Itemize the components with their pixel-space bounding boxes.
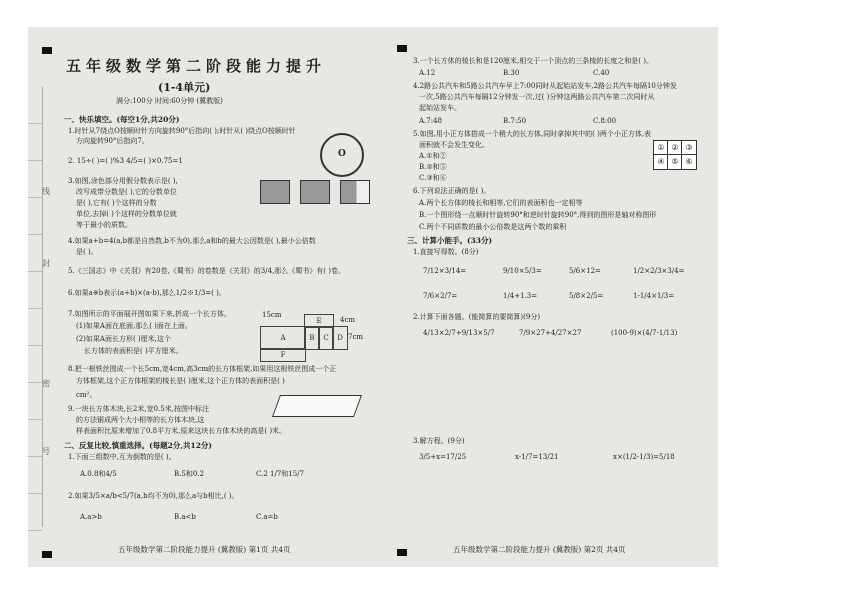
question-text: 是( ),它有( )个这样的分数 (76, 199, 157, 207)
choice-option: C.③和⑥ (419, 174, 447, 182)
cube-cell: ⑤ (667, 154, 683, 170)
equation: x-1/7=13/21 (515, 453, 559, 461)
registration-mark (397, 549, 407, 556)
page-footer: 五年级数学第二阶段能力提升 (冀教版) 第2页 共4页 (453, 545, 626, 554)
page-footer: 五年级数学第二阶段能力提升 (冀教版) 第1页 共4页 (118, 545, 291, 554)
choice-option: B.a<b (174, 513, 196, 521)
question-text: 4.如果a+b=4(a,b都是自然数,b不为0),那么a和b的最大公因数是( ),最小公倍数 (68, 237, 316, 245)
net-face-d: D (332, 326, 348, 350)
question-text: 4.2路公共汽车和5路公共汽车早上7:00同时从起始站发车,2路公共汽车每隔10分钟发 (413, 82, 677, 90)
registration-mark (42, 47, 52, 54)
question-text: (2)如果A面长方形( )厘米,这个 (76, 335, 171, 343)
question-text: 方体框架,这个正方体框架的棱长是( )厘米,这个正方体的表面积是( ) (76, 377, 285, 385)
question-text: 3.如图,涂色部分用假分数表示是( ), (68, 177, 178, 185)
cube-cell: ① (653, 140, 669, 156)
question-text: 1.直接写得数。(8分) (413, 248, 479, 256)
margin-label: 线 (42, 187, 50, 196)
choice-option: A.7:48 (419, 117, 442, 125)
page-1 (28, 27, 386, 567)
dimension-label: 15cm (262, 311, 282, 319)
question-text: 面积就不会发生变化。 (419, 141, 489, 149)
question-text: 1.下面三组数中,互为倒数的是( )。 (68, 453, 176, 461)
question-text: 方向旋转90°后指向7。 (76, 137, 149, 145)
expression: 5/8×2/5= (569, 292, 604, 300)
exam-subtitle: (1-4单元) (158, 81, 211, 94)
question-text: 起始站发车。 (419, 104, 461, 112)
expression: 1-1/4×1/3= (633, 292, 675, 300)
page-2 (393, 27, 718, 567)
expression: 1/2×2/3×3/4= (633, 267, 685, 275)
question-text: 5.如图,用小正方体搭成一个稍大的长方体,同时拿掉其中的( )两个小正方体,表 (413, 130, 652, 138)
exam-meta: 满分:100分 时间:60分钟 (冀教版) (116, 97, 223, 105)
expression: 1/4+1.3= (503, 292, 538, 300)
dimension-label: 4cm (340, 316, 356, 324)
question-text: 5.《三国志》中《关羽》有20卷,《蜀书》的卷数是《关羽》的3/4,那么《蜀书》有( )卷。 (68, 267, 345, 275)
choice-option: A.两个长方体的棱长和相等,它们的表面积也一定相等 (419, 199, 583, 207)
expression: 7/6×2/7= (423, 292, 458, 300)
exam-title: 五年级数学第二阶段能力提升 (66, 57, 327, 75)
question-text: 3.解方程。(9分) (413, 437, 465, 445)
cube-cell: ⑥ (681, 154, 697, 170)
net-face-a: A (260, 326, 306, 350)
cube-cell: ④ (653, 154, 669, 170)
choice-option: C.a=b (256, 513, 278, 521)
section-heading: 二、反复比较,慎重选择。(每题2分,共12分) (64, 441, 212, 450)
choice-option: A.0.8和4/5 (80, 470, 117, 478)
question-text: 3.一个长方体的棱长和是120厘米,相交于一个顶点的三条棱的长度之和是( )。 (413, 57, 653, 65)
question-text: 长方体的表面积是( )平方厘米。 (84, 347, 183, 355)
question-text: 1.时针从7绕点O按顺时针方向旋转90°后指向( );时针从( )绕点O按顺时针 (68, 127, 296, 135)
choice-option: A.12 (419, 69, 436, 77)
cube-cell: ② (667, 140, 683, 156)
cube-cell: ③ (681, 140, 697, 156)
question-text: 样表面积比原来增加了0.8平方米,原来这块长方体木块的高是( )米。 (76, 427, 287, 435)
question-text: 2.计算下面各题。(能简算的要简算)(9分) (413, 313, 541, 321)
net-face-b: B (304, 326, 320, 350)
section-heading: 一、快乐填空。(每空1分,共20分) (64, 115, 180, 124)
choice-option: B.5和0.2 (174, 470, 204, 478)
question-text: 单位,去掉( )个这样的分数单位就 (76, 210, 177, 218)
question-text: 9.一块长方体木块,长2米,宽0.5米,按图中标注 (68, 405, 209, 413)
question-text: 是( )。 (76, 248, 98, 256)
question-text: 6.下列说法正确的是( )。 (413, 187, 491, 195)
question-text: 改写成带分数是( ),它的分数单位 (76, 188, 177, 196)
choice-option: B.30 (503, 69, 520, 77)
wood-block-figure (272, 395, 362, 417)
registration-mark (397, 45, 407, 52)
net-face-e: E (304, 314, 334, 328)
question-text: 2.如果3/5×a/b<5/7(a,b均不为0),那么a与b相比,( )。 (68, 492, 239, 500)
dimension-label: 7cm (348, 333, 364, 341)
question-text: cm²。 (76, 391, 97, 399)
shaded-square-figure (340, 180, 370, 204)
clock-center-label: O (338, 149, 346, 159)
question-text: 8.把一根铁丝围成一个长5cm,宽4cm,高3cm的长方体框架,如果用这根铁丝围成一个正 (68, 365, 337, 373)
margin-label: 号 (42, 447, 50, 456)
question-text: 一次,5路公共汽车每隔12分钟发一次,过( )分钟这两路公共汽车第二次同时从 (419, 93, 655, 101)
exam-sheet (28, 27, 718, 567)
net-face-c: C (318, 326, 334, 350)
choice-option: A.①和② (419, 152, 447, 160)
choice-option: B.一个图形绕一点顺时针旋转90°和逆时针旋转90°,得到的图形是轴对称图形 (419, 211, 657, 219)
choice-option: C.2 1/7和15/7 (256, 470, 304, 478)
question-text: 2. 15÷( )=( )%3 4/5=( )×0.75=1 (68, 157, 183, 165)
choice-option: B.②和⑤ (419, 163, 447, 171)
choice-option: C.40 (593, 69, 610, 77)
expression: (100-9)×(4/7-1/13) (611, 329, 678, 337)
expression: 7/12×3/14= (423, 267, 467, 275)
expression: 4/13×2/7+9/13×5/7 (423, 329, 495, 337)
choice-option: C.8:00 (593, 117, 617, 125)
shaded-square-figure (260, 180, 290, 204)
choice-option: B.7:50 (503, 117, 527, 125)
net-face-f: F (260, 348, 306, 362)
expression: 5/6×12= (569, 267, 601, 275)
choice-option: C.两个不同质数的最小公倍数是这两个数的乘积 (419, 223, 567, 231)
clock-figure (320, 133, 364, 177)
section-heading: 三、计算小能手。(33分) (407, 236, 493, 245)
question-text: (1)如果A面在底面,那么( )面在上面。 (76, 322, 192, 330)
question-text: 6.如果a※b表示(a+b)×(a-b),那么1/2※1/3=( )。 (68, 289, 226, 297)
margin-label: 封 (42, 259, 50, 268)
question-text: 等于最小的质数。 (76, 221, 132, 229)
choice-option: A.a>b (80, 513, 102, 521)
equation: x×(1/2-1/3)=5/18 (613, 453, 675, 461)
expression: 7/9×27+4/27×27 (519, 329, 582, 337)
margin-label: 密 (42, 379, 50, 388)
question-text: 的方法锯成两个大小相等的长方体木块,这 (76, 416, 205, 424)
question-text: 7.如图所示的平面展开图如果下来,折成一个长方体。 (68, 310, 231, 318)
registration-mark (42, 551, 52, 558)
expression: 9/10×5/3= (503, 267, 542, 275)
shaded-square-figure (300, 180, 330, 204)
binding-margin (28, 87, 43, 527)
equation: 3/5+x=17/25 (419, 453, 467, 461)
